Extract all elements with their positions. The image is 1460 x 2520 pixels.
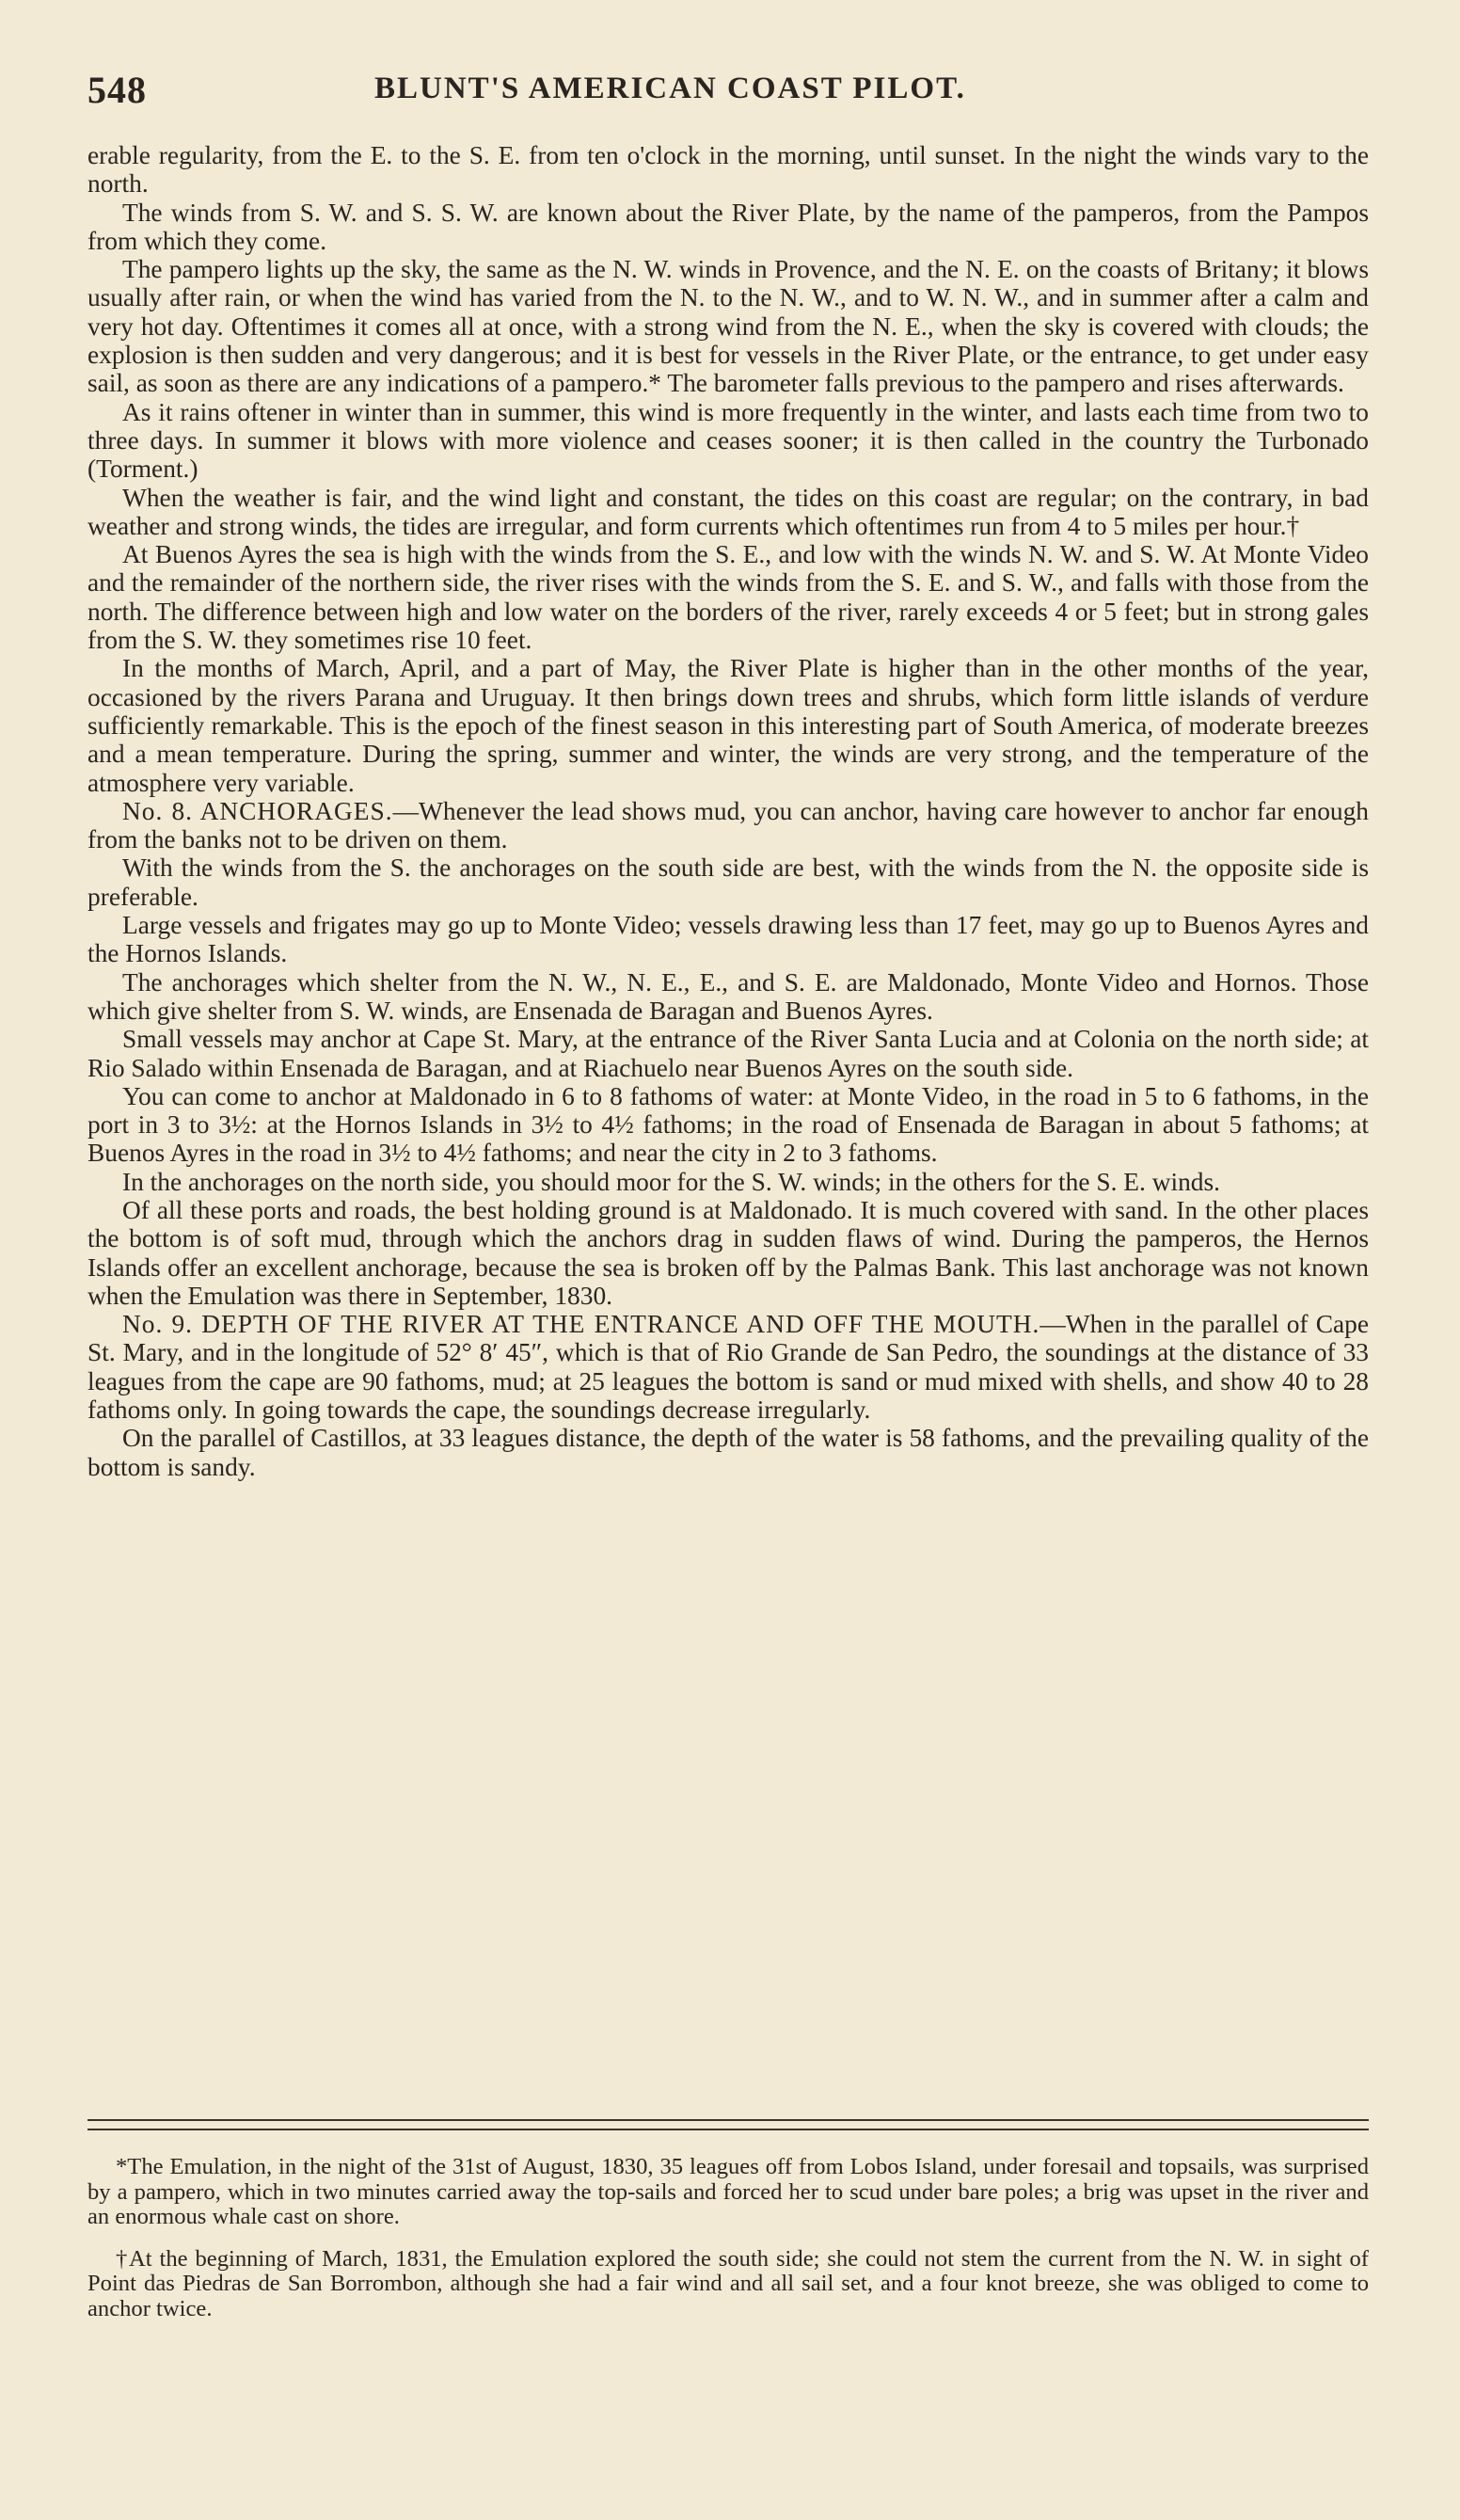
- anchorages-paragraph: The anchorages which shelter from the N. W., N. E., E., and S. E. are Maldonado, Monte Video and Hornos. Those which give shelter from S. W. winds, are Ensenada de Baragan and Buenos Ayres.: [87, 967, 1369, 1025]
- anchorages-heading: No. 8. ANCHORAGES.: [122, 796, 393, 825]
- depth-section: [87, 1310, 1369, 1424]
- anchorages-paragraph: With the winds from the S. the anchorages on the south side are best, with the winds from the N. the opposite side is preferable.: [87, 853, 1369, 911]
- paragraph-seasons: In the months of March, April, and a part of May, the River Plate is higher than in the other months of the year, occasioned by the rivers Parana and Uruguay. It then brings down trees and shrubs, which form little islands of verdure sufficiently remarkable. This is the epoch of the finest season in this interesting part of South America, of moderate breezes and a mean temperature. During the spring, summer and winter, the winds are very strong, and the temperature of the atmosphere very variable.: [87, 654, 1369, 797]
- anchorages-paragraph: Large vessels and frigates may go up to Monte Video; vessels drawing less than 17 feet, may go up to Buenos Ayres and the Hornos Islands.: [87, 911, 1369, 968]
- paragraph-continuation: erable regularity, from the E. to the S. E. from ten o'clock in the morning, until sunset. In the night the winds vary to the north.: [87, 141, 1369, 199]
- footnotes: [87, 2155, 1369, 2338]
- footnote-divider-bottom: [87, 2129, 1369, 2130]
- paragraph-buenos-ayres-sea: At Buenos Ayres the sea is high with the winds from the S. E., and low with the winds N. W. and S. W. At Monte Video and the remainder of the northern side, the river rises with the winds from the S. E. and S. W., and falls with those from the north. The difference between high and low water on the borders of the river, rarely exceeds 4 or 5 feet; but in strong gales from the S. W. they sometimes rise 10 feet.: [87, 540, 1369, 655]
- anchorages-paragraph: Small vessels may anchor at Cape St. Mary, at the entrance of the River Santa Lucia and at Colonia on the north side; at Rio Salado within Ensenada de Baragan, and at Riachuelo near Buenos Ayres on the south side.: [87, 1025, 1369, 1082]
- paragraph-pamperos-name: The winds from S. W. and S. S. W. are known about the River Plate, by the name of the pamperos, from the Pampos from which they come.: [87, 198, 1369, 255]
- depth-heading: No. 9. DEPTH OF THE RIVER AT THE ENTRANCE AND OFF THE MOUTH.: [122, 1310, 1040, 1339]
- anchorages-paragraph: Of all these ports and roads, the best holding ground is at Maldonado. It is much covered with sand. In the other places the bottom is of soft mud, through which the anchors drag in sudden flaws of wind. During the pamperos, the Hernos Islands offer an excellent anchorage, because the sea is broken off by the Palmas Bank. This last anchorage was not known when the Emulation was there in September, 1830.: [87, 1195, 1369, 1310]
- footnote-divider-top: [87, 2119, 1369, 2121]
- footnote-dagger: †At the beginning of March, 1831, the Emulation explored the south side; she could not stem the current from the N. W. in sight of Point das Piedras de San Borrombon, although she had a fair wind and all sail set, and a four knot breeze, she was obliged to come to anchor twice.: [87, 2245, 1369, 2321]
- paragraph-tides: When the weather is fair, and the wind light and constant, the tides on this coast are regular; on the contrary, in bad weather and strong winds, the tides are irregular, and form currents which oftentimes run from 4 to 5 miles per hour.†: [87, 483, 1369, 540]
- anchorages-paragraph: You can come to anchor at Maldonado in 6 to 8 fathoms of water: at Monte Video, in the road in 5 to 6 fathoms, in the port in 3 to 3½: at the Hornos Islands in 3½ to 4½ fathoms; in the road of Ensenada de Baragan in about 5 fathoms; at Buenos Ayres in the road in 3½ to 4½ fathoms; and near the city in 2 to 3 fathoms.: [87, 1081, 1369, 1168]
- footnote-asterisk: *The Emulation, in the night of the 31st of August, 1830, 35 leagues off from Lobos Island, under foresail and topsails, was surprised by a pampero, which in two minutes carried away the top-sails and forced her to scud under bare poles; a brig was upset in the river and an enormous whale cast on shore.: [87, 2154, 1369, 2229]
- main-text: [87, 141, 1369, 1481]
- page-header: [87, 68, 1369, 115]
- anchorages-lead: —Whenever the lead shows mud, you can anchor, having care however to anchor far enough from the banks not to be driven on them.: [87, 796, 1369, 854]
- running-title: BLUNT'S AMERICAN COAST PILOT.: [374, 72, 966, 105]
- depth-paragraph: On the parallel of Castillos, at 33 leagues distance, the depth of the water is 58 fathoms, and the prevailing quality of the bottom is sandy.: [87, 1424, 1369, 1481]
- anchorages-section: [87, 797, 1369, 854]
- paragraph-pampero-description: The pampero lights up the sky, the same as the N. W. winds in Provence, and the N. E. on the coasts of Britany; it blows usually after rain, or when the wind has varied from the N. to the N. W., and to W. N. W., and in summer after a calm and very hot day. Oftentimes it comes all at once, with a strong wind from the N. E., when the sky is covered with clouds; the explosion is then sudden and very dangerous; and it is best for vessels in the River Plate, or the entrance, to get under easy sail, as soon as there are any indications of a pampero.* The barometer falls previous to the pampero and rises afterwards.: [87, 255, 1369, 398]
- paragraph-winter-wind: As it rains oftener in winter than in summer, this wind is more frequently in the winter, and lasts each time from two to three days. In summer it blows with more violence and ceases sooner; it is then called in the country the Turbonado (Torment.): [87, 397, 1369, 484]
- depth-lead: —When in the parallel of Cape St. Mary, and in the longitude of 52° 8′ 45″, which is that of Rio Grande de San Pedro, the soundings at the distance of 33 leagues from the cape are 90 fathoms, mud; at 25 leagues the bottom is sand or mud mixed with shells, and show 40 to 28 fathoms only. In going towards the cape, the soundings decrease irregularly.: [87, 1310, 1369, 1425]
- anchorages-paragraph: In the anchorages on the north side, you should moor for the S. W. winds; in the others for the S. E. winds.: [122, 1167, 1220, 1196]
- page-number: 548: [87, 69, 147, 111]
